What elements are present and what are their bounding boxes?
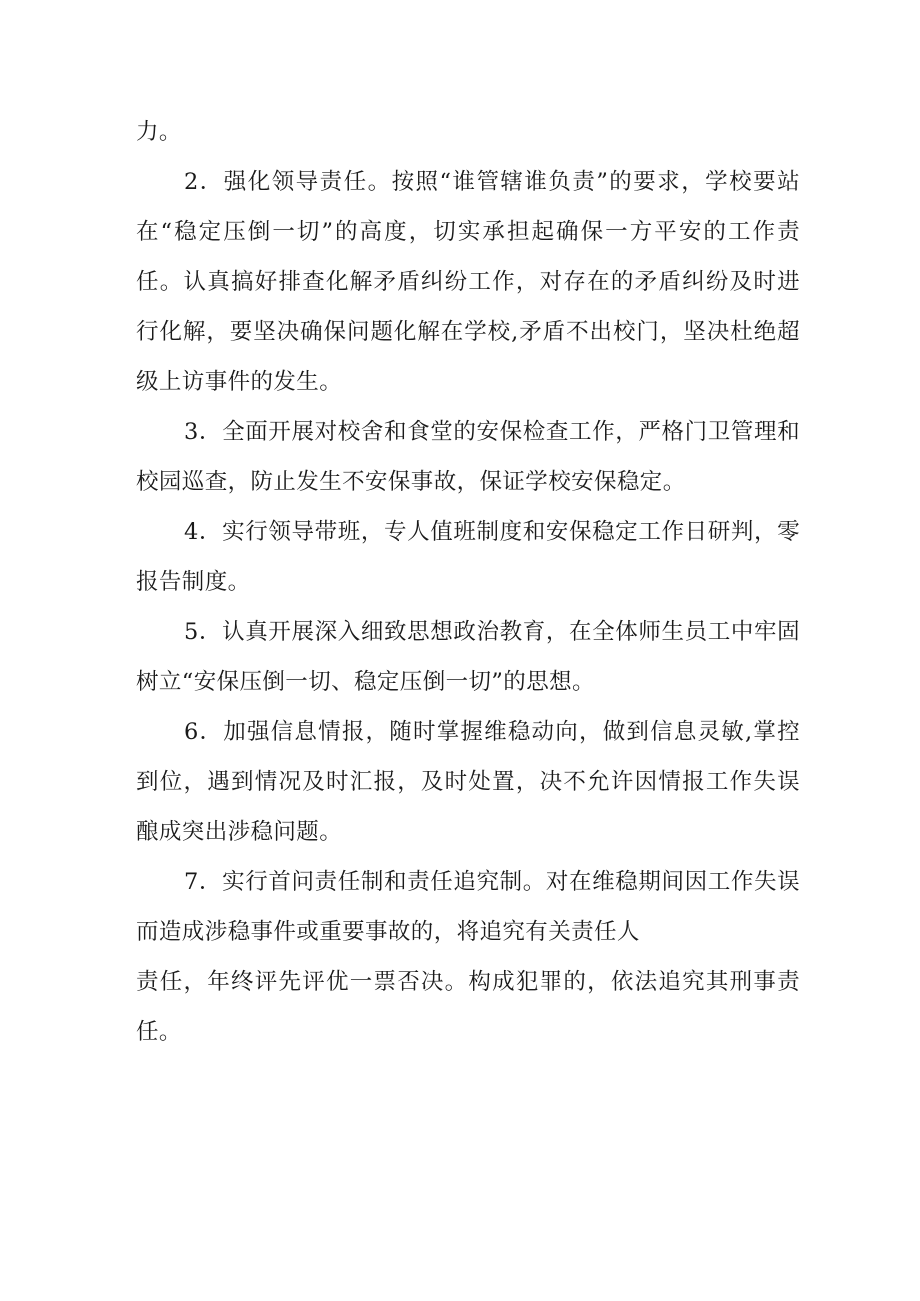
paragraph-2-line-4: 行化解，要坚决确保问题化解在学校,矛盾不出校门，坚决杜绝超	[136, 319, 800, 345]
paragraph-2-line-2: 在“稳定压倒一切”的高度，切实承担起确保一方平安的工作责	[136, 219, 800, 245]
paragraph-3-line-2: 校园巡查，防止发生不安保事故，保证学校安保稳定。	[136, 469, 686, 495]
paragraph-6-line-3: 酿成突出涉稳问题。	[136, 819, 343, 845]
paragraph-7-line-1: 7．实行首问责任制和责任追究制。对在维稳期间因工作失误	[184, 869, 800, 895]
paragraph-2-line-3: 任。认真搞好排查化解矛盾纠纷工作，对存在的矛盾纠纷及时进	[136, 269, 800, 295]
paragraph-4-line-1: 4．实行领导带班，专人值班制度和安保稳定工作日研判，零	[184, 519, 800, 545]
paragraph-5-line-2: 树立“安保压倒一切、稳定压倒一切”的思想。	[136, 669, 595, 695]
paragraph-4-line-2: 报告制度。	[136, 569, 251, 595]
paragraph-7-line-3: 责任，年终评先评优一票否决。构成犯罪的，依法追究其刑事责	[136, 969, 800, 995]
paragraph-5-line-1: 5．认真开展深入细致思想政治教育，在全体师生员工中牢固	[184, 619, 800, 645]
paragraph-6-line-1: 6．加强信息情报，随时掌握维稳动向，做到信息灵敏,掌控	[184, 719, 800, 745]
paragraph-2-line-1: 2．强化领导责任。按照“谁管辖谁负责”的要求，学校要站	[184, 169, 800, 195]
paragraph-2-line-5: 级上访事件的发生。	[136, 369, 343, 395]
paragraph-3-line-1: 3．全面开展对校舍和食堂的安保检查工作，严格门卫管理和	[184, 419, 800, 445]
paragraph-7-line-4: 任。	[136, 1019, 182, 1045]
text-line-1: 力。	[136, 119, 182, 145]
paragraph-6-line-2: 到位，遇到情况及时汇报，及时处置，决不允许因情报工作失误	[136, 769, 800, 795]
paragraph-7-line-2: 而造成涉稳事件或重要事故的，将追究有关责任人	[136, 919, 640, 945]
